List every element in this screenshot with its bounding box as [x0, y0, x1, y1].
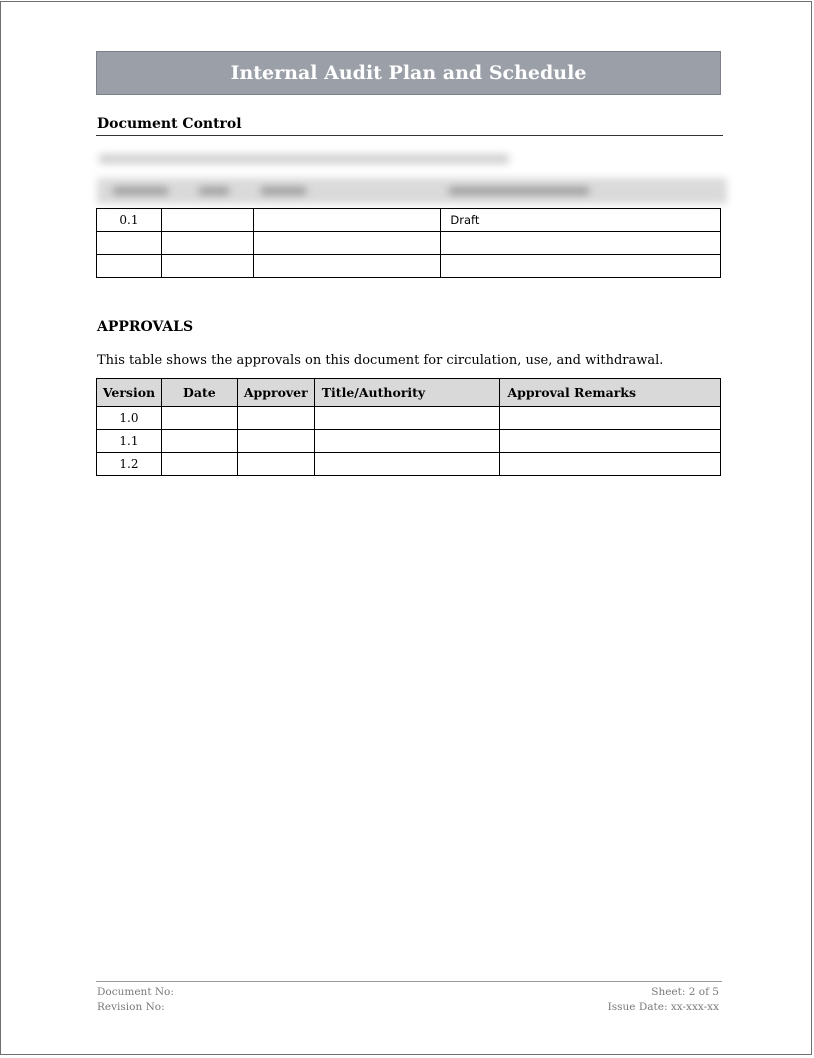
approver-cell [237, 453, 314, 476]
version-cell: 1.1 [97, 430, 162, 453]
issue-date: Issue Date: xx-xxx-xx [607, 1001, 719, 1013]
document-number-label: Document No: [97, 986, 174, 998]
column-header-approver: Approver [237, 379, 314, 407]
approvals-table [96, 378, 721, 476]
redacted-region [89, 148, 735, 208]
redacted-text [99, 154, 509, 164]
version-cell: 1.2 [97, 453, 162, 476]
document-control-heading: Document Control [97, 116, 242, 132]
date-cell [161, 453, 237, 476]
table-header-row [97, 379, 721, 407]
footer-right [608, 985, 719, 1015]
table-row [97, 232, 721, 255]
table-cell [161, 209, 253, 232]
document-control-table [96, 208, 721, 278]
approvals-intro-text: This table shows the approvals on this document for circulation, use, and withdrawal. [97, 353, 664, 368]
approvals-heading: APPROVALS [97, 319, 194, 335]
table-row [97, 430, 721, 453]
table-cell [253, 255, 441, 278]
footer-divider [96, 981, 722, 982]
remarks-cell [500, 453, 721, 476]
table-row [97, 209, 721, 232]
column-header-approval-remarks: Approval Remarks [500, 379, 721, 407]
description-cell: Draft [441, 209, 721, 232]
table-cell [161, 232, 253, 255]
title-cell [314, 407, 500, 430]
column-header-title-authority: Title/Authority [314, 379, 500, 407]
footer-left [97, 985, 174, 1015]
version-cell: 1.0 [97, 407, 162, 430]
title-cell [314, 453, 500, 476]
heading-divider [96, 135, 723, 136]
document-page [0, 1, 812, 1055]
revision-number-label: Revision No: [97, 1001, 165, 1013]
date-cell [161, 407, 237, 430]
version-cell [97, 255, 162, 278]
approver-cell [237, 407, 314, 430]
table-cell [161, 255, 253, 278]
version-cell [97, 232, 162, 255]
description-cell [441, 255, 721, 278]
table-cell [253, 232, 441, 255]
document-title: Internal Audit Plan and Schedule [96, 51, 721, 95]
table-cell [253, 209, 441, 232]
description-cell [441, 232, 721, 255]
column-header-version: Version [97, 379, 162, 407]
version-cell: 0.1 [97, 209, 162, 232]
remarks-cell [500, 430, 721, 453]
column-header-date: Date [161, 379, 237, 407]
title-cell [314, 430, 500, 453]
approver-cell [237, 430, 314, 453]
sheet-number: Sheet: 2 of 5 [651, 986, 719, 998]
table-row [97, 255, 721, 278]
table-row [97, 453, 721, 476]
date-cell [161, 430, 237, 453]
table-row [97, 407, 721, 430]
redacted-table-header [97, 178, 727, 204]
remarks-cell [500, 407, 721, 430]
